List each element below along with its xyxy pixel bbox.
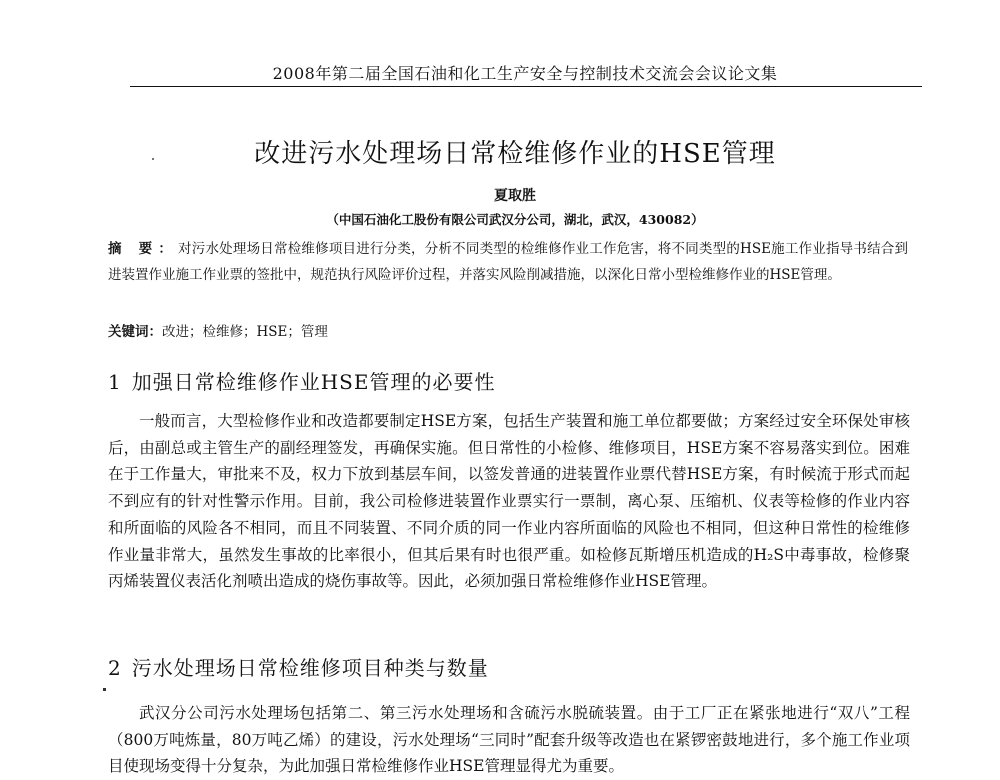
abstract-text: 对污水处理场日常检维修项目进行分类，分析不同类型的检维修作业工作危害，将不同类型的HSE施工作业指导书结合到进装置作业施工作业票的签批中，规范执行风险评价过程，并落实风险削减措施，以深化日常小型检维修作业的HSE管理。 xyxy=(108,241,908,283)
keywords-text: 改进；检维修；HSE；管理 xyxy=(162,324,328,340)
section-title: 加强日常检维修作业HSE管理的必要性 xyxy=(131,370,496,394)
author-name: 夏取胜 xyxy=(494,188,536,204)
abstract-label: 摘 要： xyxy=(108,241,179,257)
section-1-paragraph: 一般而言，大型检修作业和改造都要制定HSE方案，包括生产装置和施工单位都要做；方案经过安全环保处审核后，由副总或主管生产的副经理签发，再确保实施。但日常性的小检修、维修项目，HSE方案不容易落实到位。困难在于工作量大，审批来不及，权力下放到基层车间，以签发普通的进装置作业票代替HSE方案，有时候流于形式而起不到应有的针对性警示作用。目前，我公司检修进装置作业票实行一票制，离心泵、压缩机、仪表等检修的作业内容和所面临的风险各不相同，而且不同装置、不同介质的同一作业内容所面临的风险也不相同，但这种日常性的检维修作业量非常大，虽然发生事故的比率很小，但其后果有时也很严重。如检修瓦斯增压机造成的H₂S中毒事故，检修聚丙烯装置仪表活化剂喷出造成的烧伤事故等。因此，必须加强日常检维修作业HSE管理。 xyxy=(108,412,910,591)
section-2-paragraph: 武汉分公司污水处理场包括第二、第三污水处理场和含硫污水脱硫装置。由于工厂正在紧张地进行“双八”工程（800万吨炼量，80万吨乙烯）的建设，污水处理场“三同时”配套升级等改造也在紧锣密鼓地进行，多个施工作业项目使现场变得十分复杂，为此加强日常检维修作业HSE管理显得尤为重要。 xyxy=(108,704,910,776)
section-title: 污水处理场日常检维修项目种类与数量 xyxy=(131,656,489,680)
keywords-label: 关键词： xyxy=(108,324,162,340)
author-affiliation: （中国石油化工股份有限公司武汉分公司，湖北，武汉，430082） xyxy=(326,212,704,227)
section-number: 1 xyxy=(108,370,122,394)
section-heading-2 xyxy=(108,652,489,681)
abstract xyxy=(108,236,908,288)
section-heading-1 xyxy=(108,366,495,395)
paper-title: 改进污水处理场日常检维修作业的HSE管理 xyxy=(254,139,776,169)
keywords xyxy=(108,319,908,345)
running-head: 2008年第二届全国石油和化工生产安全与控制技术交流会会议论文集 xyxy=(272,64,778,83)
scan-speck xyxy=(103,688,106,691)
scan-speck xyxy=(152,158,154,160)
section-number: 2 xyxy=(108,656,122,680)
header-rule xyxy=(130,86,922,87)
